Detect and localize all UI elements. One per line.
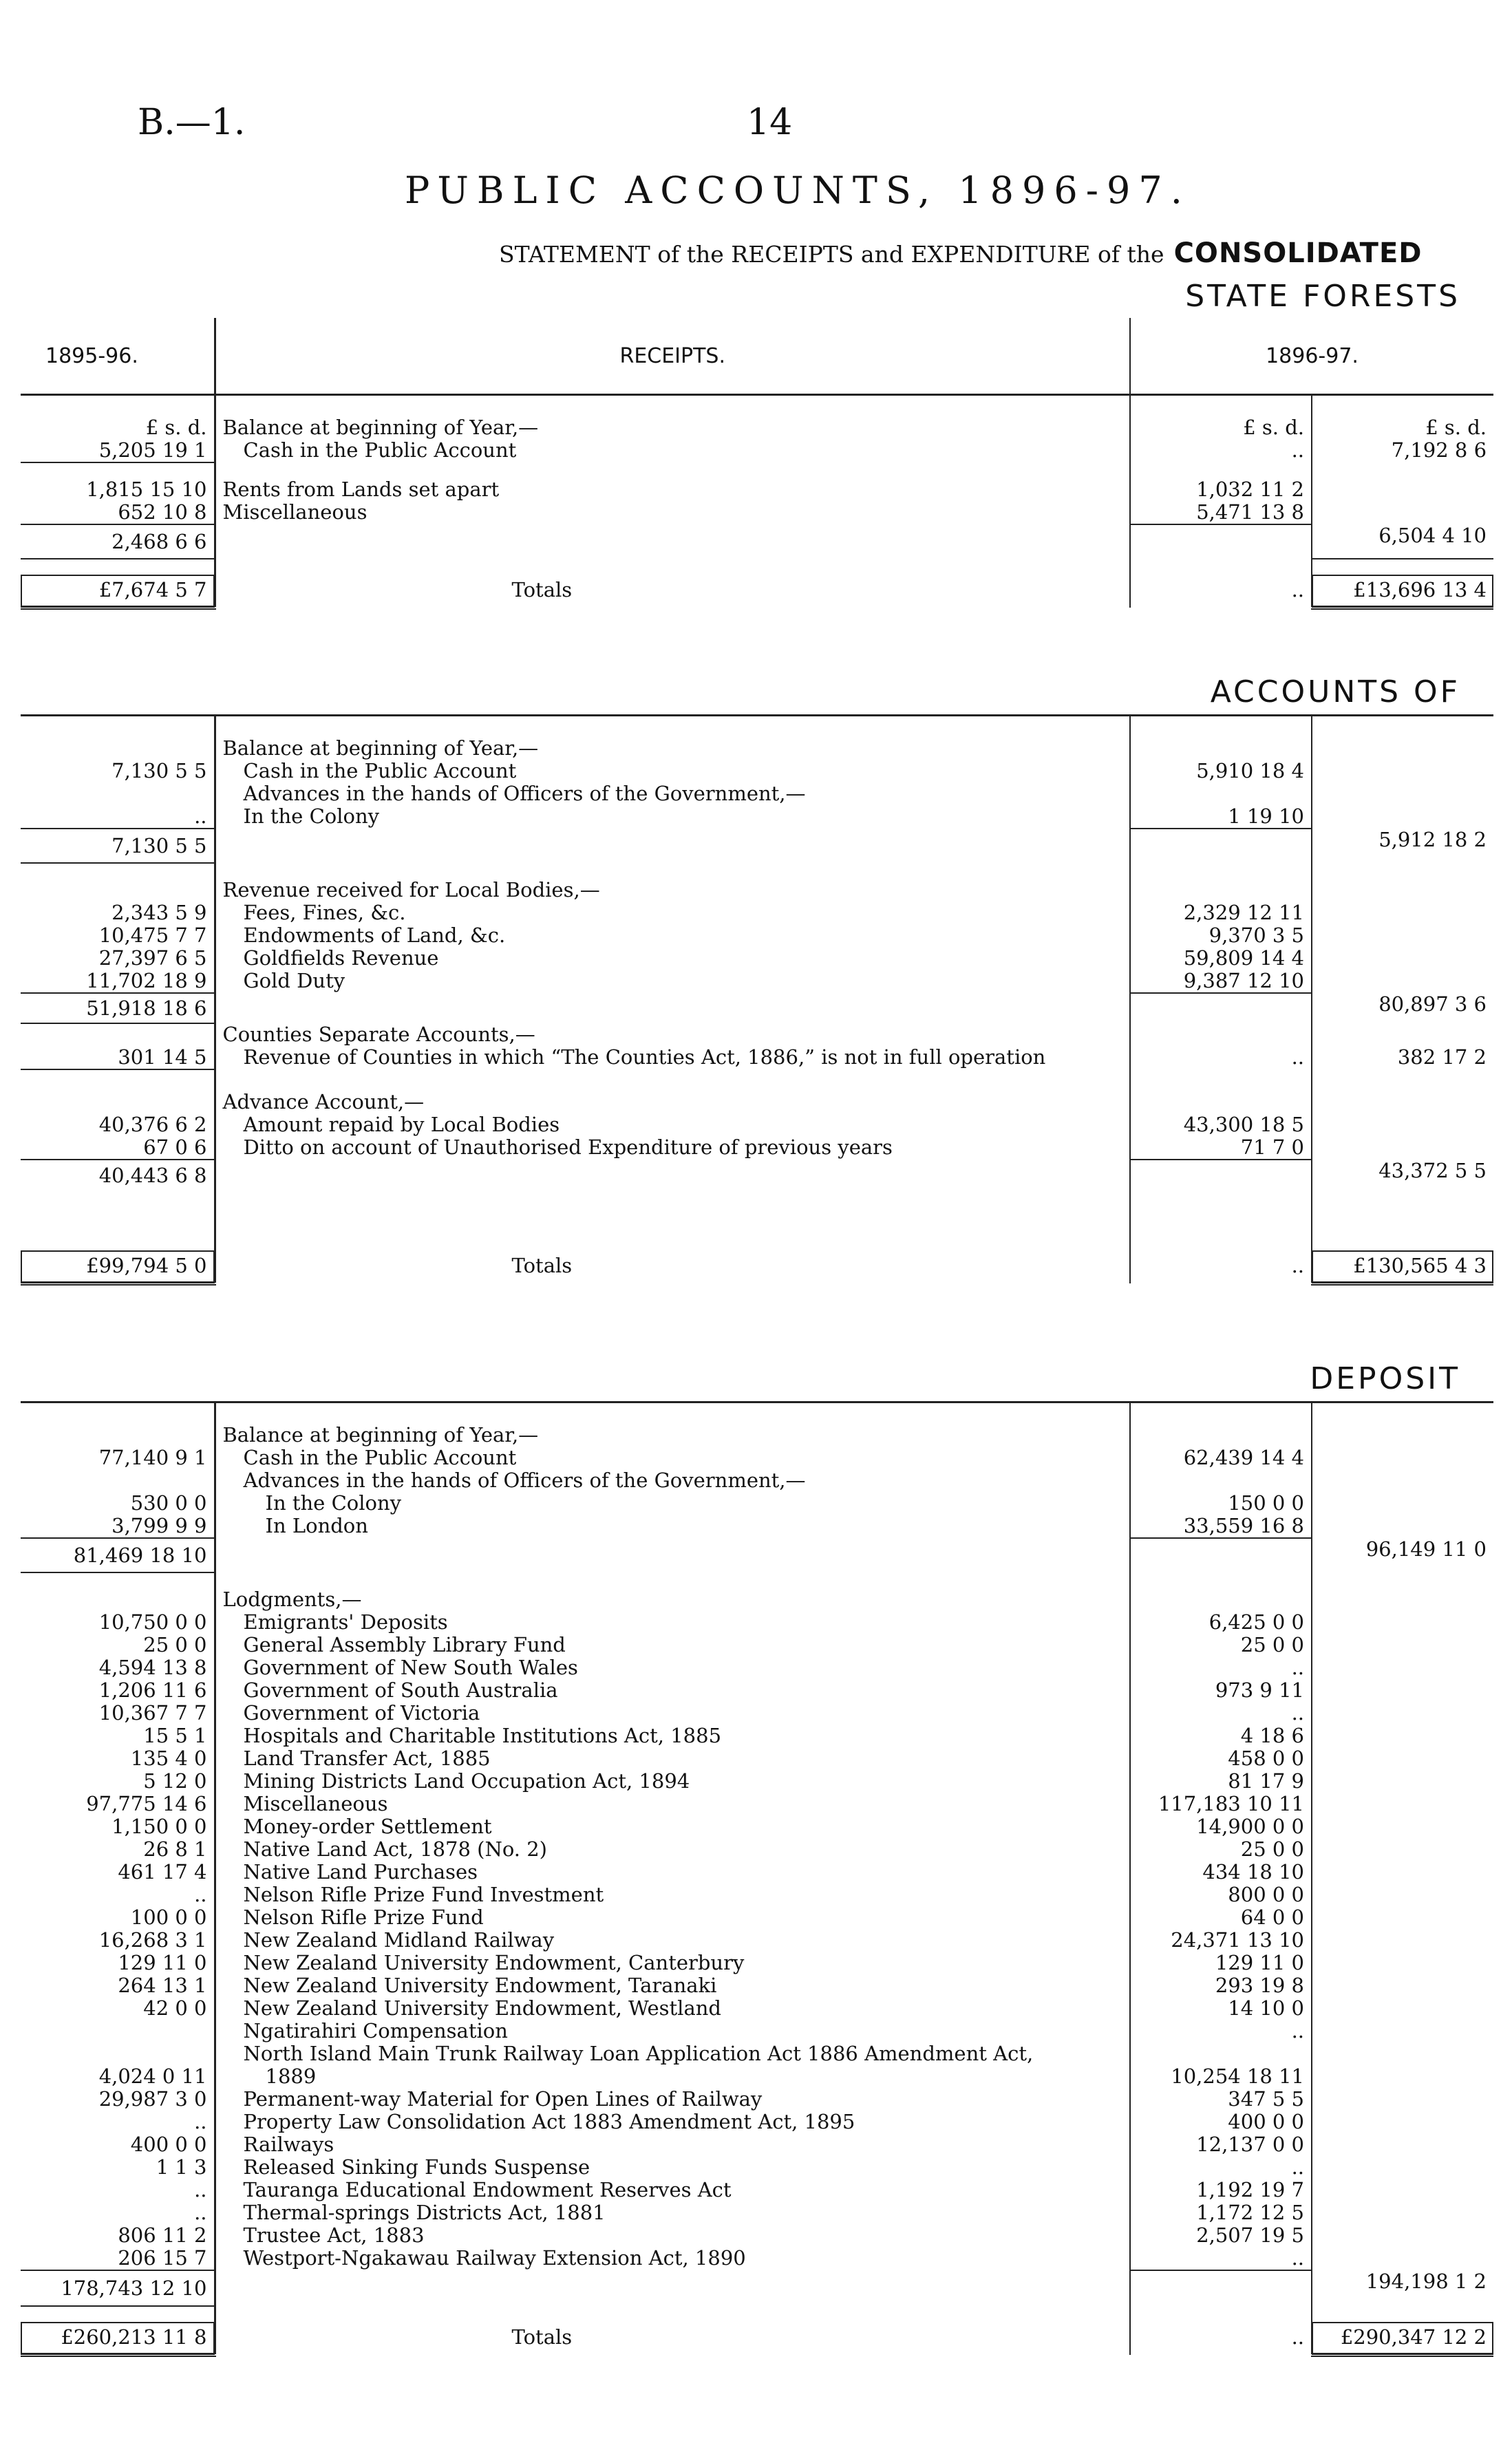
table-row [21, 1136, 1493, 1160]
totals-label [215, 575, 1130, 608]
cell-prev [21, 2020, 215, 2042]
cell-prev: 29,987 3 0 [21, 2088, 215, 2111]
cell-total [1312, 1861, 1493, 1884]
cell-desc: Westport-Ngakawau Railway Extension Act, 1890 [215, 2247, 1130, 2270]
cell-desc: Gold Duty [215, 970, 1130, 993]
cell-total [1312, 1929, 1493, 1952]
cell-desc: Revenue of Counties in which “The Counties Act, 1886,” is not in full operation [215, 1046, 1130, 1069]
cell-inner: .. [1130, 2247, 1312, 2270]
cell-desc: Government of Victoria [215, 1702, 1130, 1725]
cell-desc: Ditto on account of Unauthorised Expenditure of previous years [215, 1136, 1130, 1160]
subtitle-plain: STATEMENT of the RECEIPTS and EXPENDITURE of the [499, 241, 1164, 268]
cell-desc: Miscellaneous [215, 1793, 1130, 1815]
table-row [21, 1469, 1493, 1492]
table-row [21, 2247, 1493, 2270]
cell-inner: 434 18 10 [1130, 1861, 1312, 1884]
cell-desc: Trustee Act, 1883 [215, 2224, 1130, 2247]
cell-desc: 1889 [215, 2065, 1130, 2088]
table-row [21, 1634, 1493, 1656]
table-row [21, 416, 1493, 439]
cell-total [1312, 2156, 1493, 2179]
cell-desc: Released Sinking Funds Suspense [215, 2156, 1130, 2179]
cell-inner: .. [1130, 439, 1312, 462]
table-row [21, 2020, 1493, 2042]
cell-desc: Native Land Purchases [215, 1861, 1130, 1884]
cell-desc: Advances in the hands of Officers of the Government,— [215, 782, 1130, 805]
cell-prev: .. [21, 805, 215, 829]
table-row [21, 782, 1493, 805]
cell-inner: 458 0 0 [1130, 1747, 1312, 1770]
cell-prev: 400 0 0 [21, 2133, 215, 2156]
cell-desc: Advances in the hands of Officers of the Government,— [215, 1469, 1130, 1492]
cell-prev: 42 0 0 [21, 1997, 215, 2020]
cell-prev: 806 11 2 [21, 2224, 215, 2247]
subtotal-total: 6,504 4 10 [1312, 524, 1493, 559]
table-header [21, 318, 1493, 395]
cell-desc: New Zealand University Endowment, Westland [215, 1997, 1130, 2020]
cell-desc: Native Land Act, 1878 (No. 2) [215, 1838, 1130, 1861]
cell-total [1312, 1611, 1493, 1634]
cell-desc: Government of New South Wales [215, 1656, 1130, 1679]
table-row [21, 1492, 1493, 1515]
cell-inner: 14,900 0 0 [1130, 1815, 1312, 1838]
table-row [21, 478, 1493, 501]
table-row [21, 1770, 1493, 1793]
cell-desc: Thermal-springs Districts Act, 1881 [215, 2201, 1130, 2224]
cell-inner: 9,370 3 5 [1130, 924, 1312, 947]
cell-prev: 11,702 18 9 [21, 970, 215, 993]
table-row [21, 501, 1493, 524]
cell-inner: 347 5 5 [1130, 2088, 1312, 2111]
lodgments-list [21, 1611, 1493, 2270]
table-row [21, 2065, 1493, 2088]
cell-inner: 5,910 18 4 [1130, 760, 1312, 782]
totals-total: £290,347 12 2 [1312, 2322, 1493, 2355]
totals-inner: .. [1130, 575, 1312, 608]
cell-prev: 2,343 5 9 [21, 902, 215, 924]
cell-desc: Permanent-way Material for Open Lines of Railway [215, 2088, 1130, 2111]
cell-inner: 14 10 0 [1130, 1997, 1312, 2020]
cell-prev: 135 4 0 [21, 1747, 215, 1770]
cell-desc: Miscellaneous [215, 501, 1130, 524]
table-row [21, 760, 1493, 782]
cell-desc: Endowments of Land, &c. [215, 924, 1130, 947]
table-row [21, 2201, 1493, 2224]
header-curr-year: 1896-97. [1130, 318, 1493, 395]
cell-desc: Property Law Consolidation Act 1883 Amendment Act, 1895 [215, 2111, 1130, 2133]
subtitle-bold: CONSOLIDATED [1173, 237, 1423, 269]
cell-desc [215, 439, 1130, 462]
units-total: £ s. d. [1425, 416, 1487, 439]
cell-total [1312, 2020, 1493, 2042]
cell-prev: .. [21, 2111, 215, 2133]
totals-row [21, 2322, 1493, 2355]
cell-total [1312, 2042, 1493, 2065]
table-row [21, 737, 1493, 760]
cell-total [1312, 1770, 1493, 1793]
totals-total: £130,565 4 3 [1312, 1250, 1493, 1283]
balance-heading: Balance at beginning of Year,— [215, 1424, 1130, 1447]
cell-inner [1130, 2042, 1312, 2065]
cell-prev: 25 0 0 [21, 1634, 215, 1656]
subtotal-row [21, 829, 1493, 863]
cell-inner: 1,192 19 7 [1130, 2179, 1312, 2201]
table-row [21, 1113, 1493, 1136]
table-row [21, 1725, 1493, 1747]
table-row [21, 924, 1493, 947]
subtotal-row [21, 1538, 1493, 1572]
cell-total [1312, 1634, 1493, 1656]
cell-inner: 293 19 8 [1130, 1974, 1312, 1997]
cell-inner: 81 17 9 [1130, 1770, 1312, 1793]
cell-total [1312, 2179, 1493, 2201]
lodgments-heading: Lodgments,— [215, 1588, 1130, 1611]
cell-inner: 6,425 0 0 [1130, 1611, 1312, 1634]
table-row [21, 1793, 1493, 1815]
table-row [21, 1447, 1493, 1469]
totals-inner: .. [1130, 1250, 1312, 1283]
section-title-deposit: DEPOSIT [1310, 1361, 1460, 1396]
totals-total: £13,696 13 4 [1312, 575, 1493, 608]
section-title-accounts-of: ACCOUNTS OF [1210, 674, 1460, 710]
cell-inner: 1,032 11 2 [1130, 478, 1312, 501]
totals-label-text: Totals [511, 1254, 573, 1277]
cell-prev: 4,024 0 11 [21, 2065, 215, 2088]
cell-prev: 264 13 1 [21, 1974, 215, 1997]
cell-inner: 71 7 0 [1130, 1136, 1312, 1160]
cell-total [1312, 2224, 1493, 2247]
cell-inner: .. [1130, 1656, 1312, 1679]
page-title: PUBLIC ACCOUNTS, 1896-97. [405, 169, 1191, 212]
cell-inner: 117,183 10 11 [1130, 1793, 1312, 1815]
balance-heading: Balance at beginning of Year,— [215, 416, 1130, 439]
subtotal-prev: 178,743 12 10 [21, 2270, 215, 2306]
cell-inner: 1 19 10 [1130, 805, 1312, 829]
cell-prev: 301 14 5 [21, 1046, 215, 1069]
cell-desc: Land Transfer Act, 1885 [215, 1747, 1130, 1770]
subtotal-row [21, 524, 1493, 559]
advance-heading: Advance Account,— [215, 1091, 1130, 1113]
cell-inner: 24,371 13 10 [1130, 1929, 1312, 1952]
totals-label [215, 1250, 1130, 1283]
subtotal-total: 96,149 11 0 [1365, 1538, 1487, 1561]
cell-prev: 461 17 4 [21, 1861, 215, 1884]
subtotal-prev: 81,469 18 10 [21, 1538, 215, 1572]
cell-inner: .. [1130, 2020, 1312, 2042]
cell-prev: .. [21, 1884, 215, 1906]
cell-total [1312, 2201, 1493, 2224]
page-reference: B.—1. [138, 102, 246, 143]
table-row [21, 1815, 1493, 1838]
cell-prev: 10,367 7 7 [21, 1702, 215, 1725]
table-row [21, 2156, 1493, 2179]
cell-desc: Government of South Australia [215, 1679, 1130, 1702]
cell-desc: Goldfields Revenue [215, 947, 1130, 970]
cell-total [1312, 1656, 1493, 1679]
cell-inner: 10,254 18 11 [1130, 2065, 1312, 2088]
cell-prev: 1,206 11 6 [21, 1679, 215, 1702]
totals-row [21, 1250, 1493, 1283]
cell-inner: 2,329 12 11 [1130, 902, 1312, 924]
cell-prev: 97,775 14 6 [21, 1793, 215, 1815]
cell-desc: Amount repaid by Local Bodies [215, 1113, 1130, 1136]
cell-total [1312, 1725, 1493, 1747]
table-row [21, 1997, 1493, 2020]
cell-total [1312, 2111, 1493, 2133]
cell-prev: 5,205 19 1 [21, 439, 215, 462]
table-row [21, 1906, 1493, 1929]
table-row [21, 1884, 1493, 1906]
table-row [21, 1046, 1493, 1069]
table-row [21, 1861, 1493, 1884]
section-title-state-forests: STATE FORESTS [1185, 279, 1460, 314]
revenue-heading: Revenue received for Local Bodies,— [215, 879, 1130, 902]
cell-prev: 652 10 8 [21, 501, 215, 524]
table-row [21, 1424, 1493, 1447]
table-row [21, 1588, 1493, 1611]
cell-inner: 973 9 11 [1130, 1679, 1312, 1702]
cell-prev: 206 15 7 [21, 2247, 215, 2270]
header-prev-year: 1895-96. [21, 318, 215, 395]
cell-total [1312, 1952, 1493, 1974]
cell-desc: In the Colony [215, 805, 1130, 829]
cell-inner: 12,137 0 0 [1130, 2133, 1312, 2156]
cell-prev: .. [21, 2201, 215, 2224]
cell-prev: 27,397 6 5 [21, 947, 215, 970]
balance-heading: Balance at beginning of Year,— [215, 737, 1130, 760]
cell-inner: 1,172 12 5 [1130, 2201, 1312, 2224]
cell-total [1312, 1906, 1493, 1929]
cell-desc: General Assembly Library Fund [215, 1634, 1130, 1656]
totals-label-text: Totals [511, 578, 573, 601]
cell-inner: 5,471 13 8 [1130, 501, 1312, 524]
cell-total [1312, 2088, 1493, 2111]
cell-inner: 2,507 19 5 [1130, 2224, 1312, 2247]
table-row [21, 2133, 1493, 2156]
cell-prev: 129 11 0 [21, 1952, 215, 1974]
cell-inner: 150 0 0 [1130, 1492, 1312, 1515]
cell-inner: .. [1130, 1046, 1312, 1069]
totals-row [21, 575, 1493, 608]
cell-inner: 33,559 16 8 [1130, 1515, 1312, 1538]
table-row [21, 970, 1493, 993]
table-row [21, 2088, 1493, 2111]
cell-desc: Mining Districts Land Occupation Act, 1894 [215, 1770, 1130, 1793]
cell-total [1312, 2133, 1493, 2156]
table-row [21, 1679, 1493, 1702]
table-row [21, 947, 1493, 970]
cell-inner: 25 0 0 [1130, 1838, 1312, 1861]
cell-prev: 10,750 0 0 [21, 1611, 215, 1634]
row-label: Cash in the Public Account [243, 439, 517, 462]
cell-total [1312, 1974, 1493, 1997]
cell-inner: 4 18 6 [1130, 1725, 1312, 1747]
cell-inner: 43,300 18 5 [1130, 1113, 1312, 1136]
cell-prev: 67 0 6 [21, 1136, 215, 1160]
totals-prev: £7,674 5 7 [21, 575, 215, 608]
totals-label-text: Totals [511, 2325, 573, 2349]
cell-desc: New Zealand Midland Railway [215, 1929, 1130, 1952]
cell-inner: 64 0 0 [1130, 1906, 1312, 1929]
cell-total [1312, 1838, 1493, 1861]
cell-desc: In the Colony [215, 1492, 1130, 1515]
header-receipts: RECEIPTS. [215, 318, 1130, 395]
cell-desc: Money-order Settlement [215, 1815, 1130, 1838]
cell-inner: 9,387 12 10 [1130, 970, 1312, 993]
table-row [21, 1838, 1493, 1861]
cell-desc: Rents from Lands set apart [215, 478, 1130, 501]
cell-total: 382 17 2 [1397, 1046, 1487, 1069]
table-row [21, 2042, 1493, 2065]
table-row [21, 439, 1493, 462]
cell-inner: 59,809 14 4 [1130, 947, 1312, 970]
cell-inner: 25 0 0 [1130, 1634, 1312, 1656]
state-forests-table [21, 318, 1493, 610]
table-row [21, 805, 1493, 829]
table-row [21, 2179, 1493, 2201]
cell-inner: 129 11 0 [1130, 1952, 1312, 1974]
cell-inner: 800 0 0 [1130, 1884, 1312, 1906]
cell-desc: Ngatirahiri Compensation [215, 2020, 1130, 2042]
table-row [21, 1747, 1493, 1770]
cell-desc: North Island Main Trunk Railway Loan Application Act 1886 Amendment Act, [215, 2042, 1130, 2065]
statement-subtitle [499, 237, 1422, 269]
cell-prev: 77,140 9 1 [21, 1447, 215, 1469]
table-row [21, 1929, 1493, 1952]
subtotal-prev: 2,468 6 6 [21, 524, 215, 559]
cell-desc: Railways [215, 2133, 1130, 2156]
cell-desc: Emigrants' Deposits [215, 1611, 1130, 1634]
cell-prev: 4,594 13 8 [21, 1656, 215, 1679]
cell-total [1312, 1679, 1493, 1702]
subtotal-prev: 7,130 5 5 [21, 829, 215, 863]
cell-inner: 62,439 14 4 [1130, 1447, 1312, 1469]
table-row [21, 2111, 1493, 2133]
page-number: 14 [747, 102, 793, 143]
subtotal-row [21, 993, 1493, 1023]
subtotal-prev: 40,443 6 8 [21, 1160, 215, 1191]
cell-prev: 3,799 9 9 [21, 1515, 215, 1538]
cell-desc: Nelson Rifle Prize Fund [215, 1906, 1130, 1929]
cell-desc: New Zealand University Endowment, Taranaki [215, 1974, 1130, 1997]
cell-prev: 1,150 0 0 [21, 1815, 215, 1838]
cell-desc: Nelson Rifle Prize Fund Investment [215, 1884, 1130, 1906]
cell-prev: 5 12 0 [21, 1770, 215, 1793]
cell-desc: Cash in the Public Account [215, 760, 1130, 782]
cell-prev: 16,268 3 1 [21, 1929, 215, 1952]
cell-desc: New Zealand University Endowment, Canterbury [215, 1952, 1130, 1974]
cell-total [1312, 1702, 1493, 1725]
counties-heading: Counties Separate Accounts,— [215, 1023, 1130, 1046]
totals-inner: .. [1130, 2322, 1312, 2355]
totals-prev: £99,794 5 0 [21, 1250, 215, 1283]
cell-total [1312, 1815, 1493, 1838]
cell-total [1312, 1884, 1493, 1906]
table-row [21, 2224, 1493, 2247]
deposit-table [21, 1401, 1493, 2357]
table-row [21, 879, 1493, 902]
cell-inner: .. [1130, 1702, 1312, 1725]
units-prev: £ s. d. [21, 416, 215, 439]
accounts-of-table [21, 714, 1493, 1285]
table-row [21, 1656, 1493, 1679]
cell-total: 7,192 8 6 [1391, 439, 1487, 462]
totals-label [215, 2322, 1130, 2355]
cell-desc: Fees, Fines, &c. [215, 902, 1130, 924]
cell-desc: Tauranga Educational Endowment Reserves Act [215, 2179, 1130, 2201]
table-row [21, 1611, 1493, 1634]
cell-total [1312, 1747, 1493, 1770]
cell-total [1312, 1997, 1493, 2020]
cell-prev: 15 5 1 [21, 1725, 215, 1747]
cell-desc: Cash in the Public Account [215, 1447, 1130, 1469]
cell-total [1312, 1793, 1493, 1815]
subtotal-total: 43,372 5 5 [1378, 1160, 1487, 1182]
cell-prev: 100 0 0 [21, 1906, 215, 1929]
cell-total [1312, 2065, 1493, 2088]
subtotal-row [21, 1160, 1493, 1191]
cell-prev: .. [21, 2179, 215, 2201]
subtotal-total: 5,912 18 2 [1378, 829, 1487, 851]
cell-total [1312, 2247, 1493, 2270]
table-row [21, 1023, 1493, 1046]
cell-prev: 1,815 15 10 [21, 478, 215, 501]
subtotal-total: 194,198 1 2 [1365, 2270, 1487, 2293]
totals-prev: £260,213 11 8 [21, 2322, 215, 2355]
table-row [21, 902, 1493, 924]
cell-desc: In London [215, 1515, 1130, 1538]
subtotal-prev: 51,918 18 6 [21, 993, 215, 1023]
cell-desc: Hospitals and Charitable Institutions Act, 1885 [215, 1725, 1130, 1747]
cell-prev: 10,475 7 7 [21, 924, 215, 947]
cell-prev: 7,130 5 5 [21, 760, 215, 782]
cell-prev: 26 8 1 [21, 1838, 215, 1861]
cell-inner: .. [1130, 2156, 1312, 2179]
table-row [21, 1974, 1493, 1997]
cell-prev [21, 2042, 215, 2065]
cell-prev: 40,376 6 2 [21, 1113, 215, 1136]
cell-prev: 1 1 3 [21, 2156, 215, 2179]
subtotal-total: 80,897 3 6 [1378, 993, 1487, 1016]
table-row [21, 1091, 1493, 1113]
table-row [21, 1515, 1493, 1538]
table-row [21, 1952, 1493, 1974]
cell-prev: 530 0 0 [21, 1492, 215, 1515]
table-row [21, 1702, 1493, 1725]
subtotal-row [21, 2270, 1493, 2306]
cell-inner: 400 0 0 [1130, 2111, 1312, 2133]
units-inner: £ s. d. [1130, 416, 1312, 439]
